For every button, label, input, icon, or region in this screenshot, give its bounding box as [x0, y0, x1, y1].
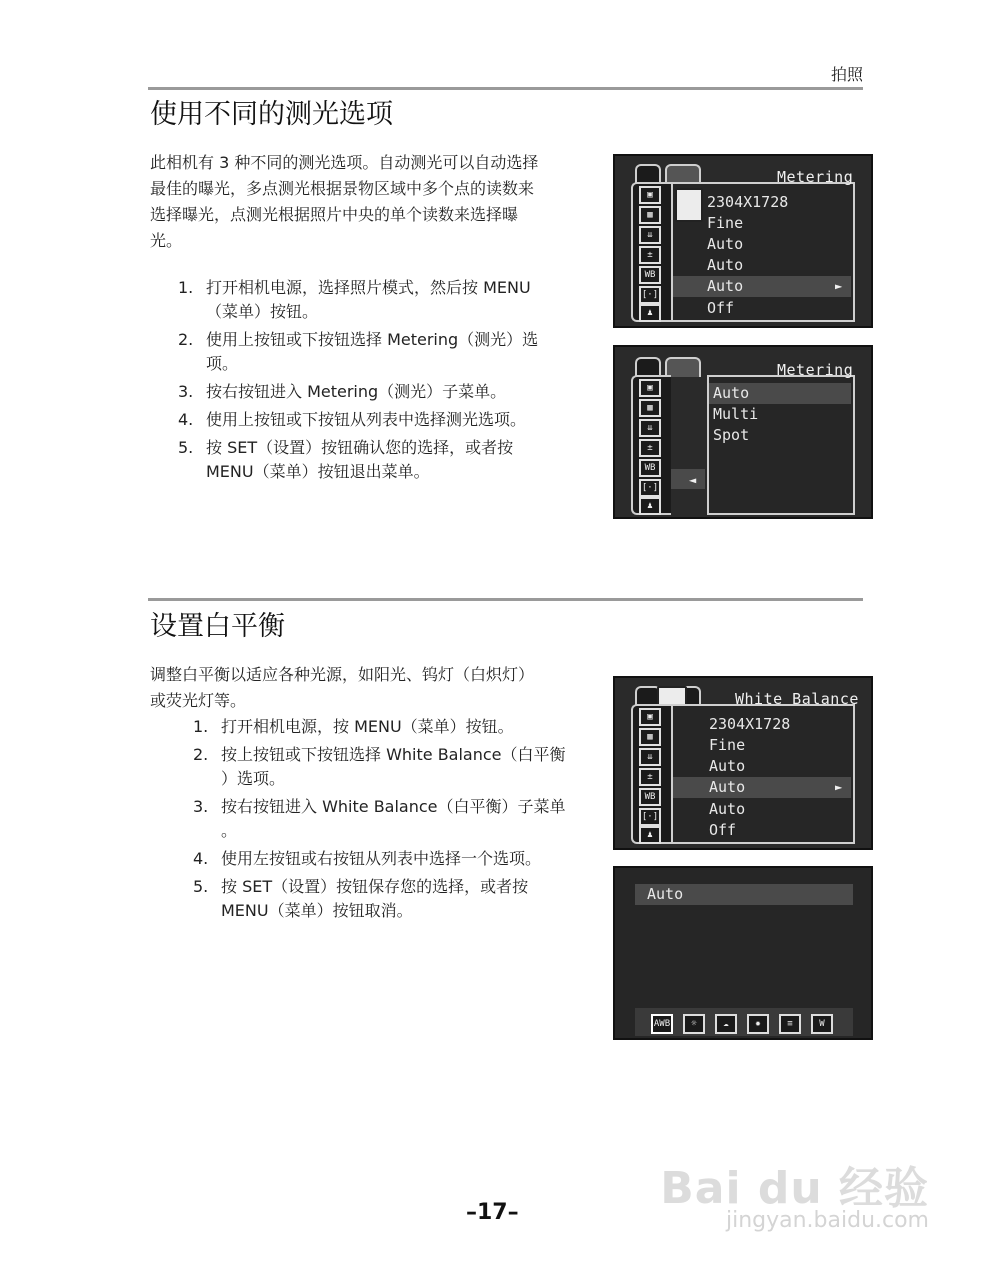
page-number: –17–	[466, 1200, 519, 1225]
tungsten-icon: ✹	[747, 1014, 769, 1034]
exposure-icon: ±	[639, 439, 661, 457]
section1-steps	[178, 276, 588, 488]
white-balance-value: Auto	[635, 884, 853, 905]
watermark-logo: Bai du 经验	[660, 1163, 929, 1214]
document-icon	[675, 188, 703, 222]
menu-sidebar	[631, 375, 671, 515]
white-balance-select-screen	[613, 866, 873, 1040]
menu-row-selected: Auto	[673, 777, 851, 798]
menu-row: Auto	[707, 235, 744, 253]
intro-line: 或荧光灯等。	[150, 691, 247, 710]
metering-icon: [·]	[639, 479, 661, 497]
submenu-option: Multi	[713, 405, 759, 423]
step-item: 4. 使用上按钮或下按钮从列表中选择测光选项。	[178, 410, 527, 429]
exposure-icon: ±	[639, 768, 661, 786]
submenu-option-selected: Auto	[709, 383, 851, 404]
cloudy-icon: ☁	[715, 1014, 737, 1034]
intro-line: 光。	[150, 231, 183, 250]
camera-icon: ▣	[639, 186, 661, 204]
sharpness-icon: ⇊	[639, 419, 661, 437]
step-item: 4. 使用左按钮或右按钮从列表中选择一个选项。	[193, 849, 542, 868]
step-item: 2. 按上按钮或下按钮选择 White Balance（白平衡 ）选项。	[193, 745, 566, 788]
white-balance-icon: WB	[639, 459, 661, 477]
right-arrow-icon: ►	[835, 279, 843, 293]
metering-icon: [·]	[639, 808, 661, 826]
white-balance-icon: WB	[639, 266, 661, 284]
step-item: 5. 按 SET（设置）按钮确认您的选择，或者按 MENU（菜单）按钮退出菜单。	[178, 438, 514, 481]
fluorescent-icon: ≡	[779, 1014, 801, 1034]
camera-icon: ▣	[639, 708, 661, 726]
menu-row: Auto	[707, 256, 744, 274]
section1-intro	[150, 150, 600, 254]
watermark-url: jingyan.baidu.com	[725, 1208, 929, 1233]
section2-steps	[193, 715, 603, 927]
step-item: 1. 打开相机电源，按 MENU（菜单）按钮。	[193, 717, 514, 736]
camera-tab-icon	[635, 357, 661, 377]
step-item: 1. 打开相机电源，选择照片模式，然后按 MENU （菜单）按钮。	[178, 278, 531, 321]
step-item: 3. 按右按钮进入 Metering（测光）子菜单。	[178, 382, 507, 401]
menu-sidebar	[631, 704, 671, 844]
menu-row: Auto	[709, 800, 746, 818]
step-item: 3. 按右按钮进入 White Balance（白平衡）子菜单 。	[193, 797, 566, 840]
menu-row: Off	[707, 299, 735, 317]
exposure-icon: ±	[639, 246, 661, 264]
submenu-option: Spot	[713, 426, 750, 444]
section2-title: 设置白平衡	[150, 611, 285, 642]
custom-wb-icon: W	[811, 1014, 833, 1034]
metering-menu-screen	[613, 154, 873, 328]
menu-row: 2304X1728	[709, 715, 791, 733]
menu-row: Fine	[707, 214, 744, 232]
section2-intro	[150, 662, 600, 714]
camera-icon: ▣	[639, 379, 661, 397]
sunny-icon: ☼	[683, 1014, 705, 1034]
menu-title: White Balance	[735, 690, 859, 708]
scene-icon: ♟	[639, 304, 661, 322]
sharpness-icon: ⇊	[639, 226, 661, 244]
setup-tab-icon	[665, 357, 701, 377]
section1-title: 使用不同的测光选项	[150, 99, 393, 130]
menu-row: 2304X1728	[707, 193, 789, 211]
scene-icon: ♟	[639, 497, 661, 515]
awb-icon: AWB	[651, 1014, 673, 1034]
step-item: 5. 按 SET（设置）按钮保存您的选择，或者按 MENU（菜单）按钮取消。	[193, 877, 529, 920]
white-balance-menu-screen	[613, 676, 873, 850]
intro-line: 最佳的曝光，多点测光根据景物区域中多个点的读数来	[150, 179, 535, 198]
left-arrow-icon: ◄	[689, 473, 697, 487]
intro-line: 调整白平衡以适应各种光源，如阳光、钨灯（白炽灯）	[150, 665, 535, 684]
section2-rule	[148, 598, 863, 601]
quality-icon: ▦	[639, 728, 661, 746]
menu-title: Metering	[777, 361, 854, 379]
menu-row: Fine	[709, 736, 746, 754]
menu-title: Metering	[777, 168, 854, 186]
camera-tab-icon	[635, 164, 661, 184]
quality-icon: ▦	[639, 399, 661, 417]
step-item: 2. 使用上按钮或下按钮选择 Metering（测光）选 项。	[178, 330, 539, 373]
header-rule	[148, 87, 863, 90]
selected-metering-marker	[671, 469, 705, 489]
sharpness-icon: ⇊	[639, 748, 661, 766]
setup-tab-icon	[665, 164, 701, 184]
chapter-label: 拍照	[830, 65, 863, 84]
white-balance-icon: WB	[639, 788, 661, 806]
menu-row: Off	[709, 821, 737, 839]
intro-line: 此相机有 3 种不同的测光选项。自动测光可以自动选择	[150, 153, 539, 172]
metering-submenu-screen	[613, 345, 873, 519]
menu-sidebar	[631, 182, 671, 322]
menu-row-selected: Auto	[673, 276, 851, 297]
metering-icon: [·]	[639, 286, 661, 304]
white-balance-icon-bar	[635, 1008, 853, 1036]
intro-line: 选择曝光，点测光根据照片中央的单个读数来选择曝	[150, 205, 519, 224]
right-arrow-icon: ►	[835, 780, 843, 794]
scene-icon: ♟	[639, 826, 661, 844]
quality-icon: ▦	[639, 206, 661, 224]
menu-row: Auto	[709, 757, 746, 775]
